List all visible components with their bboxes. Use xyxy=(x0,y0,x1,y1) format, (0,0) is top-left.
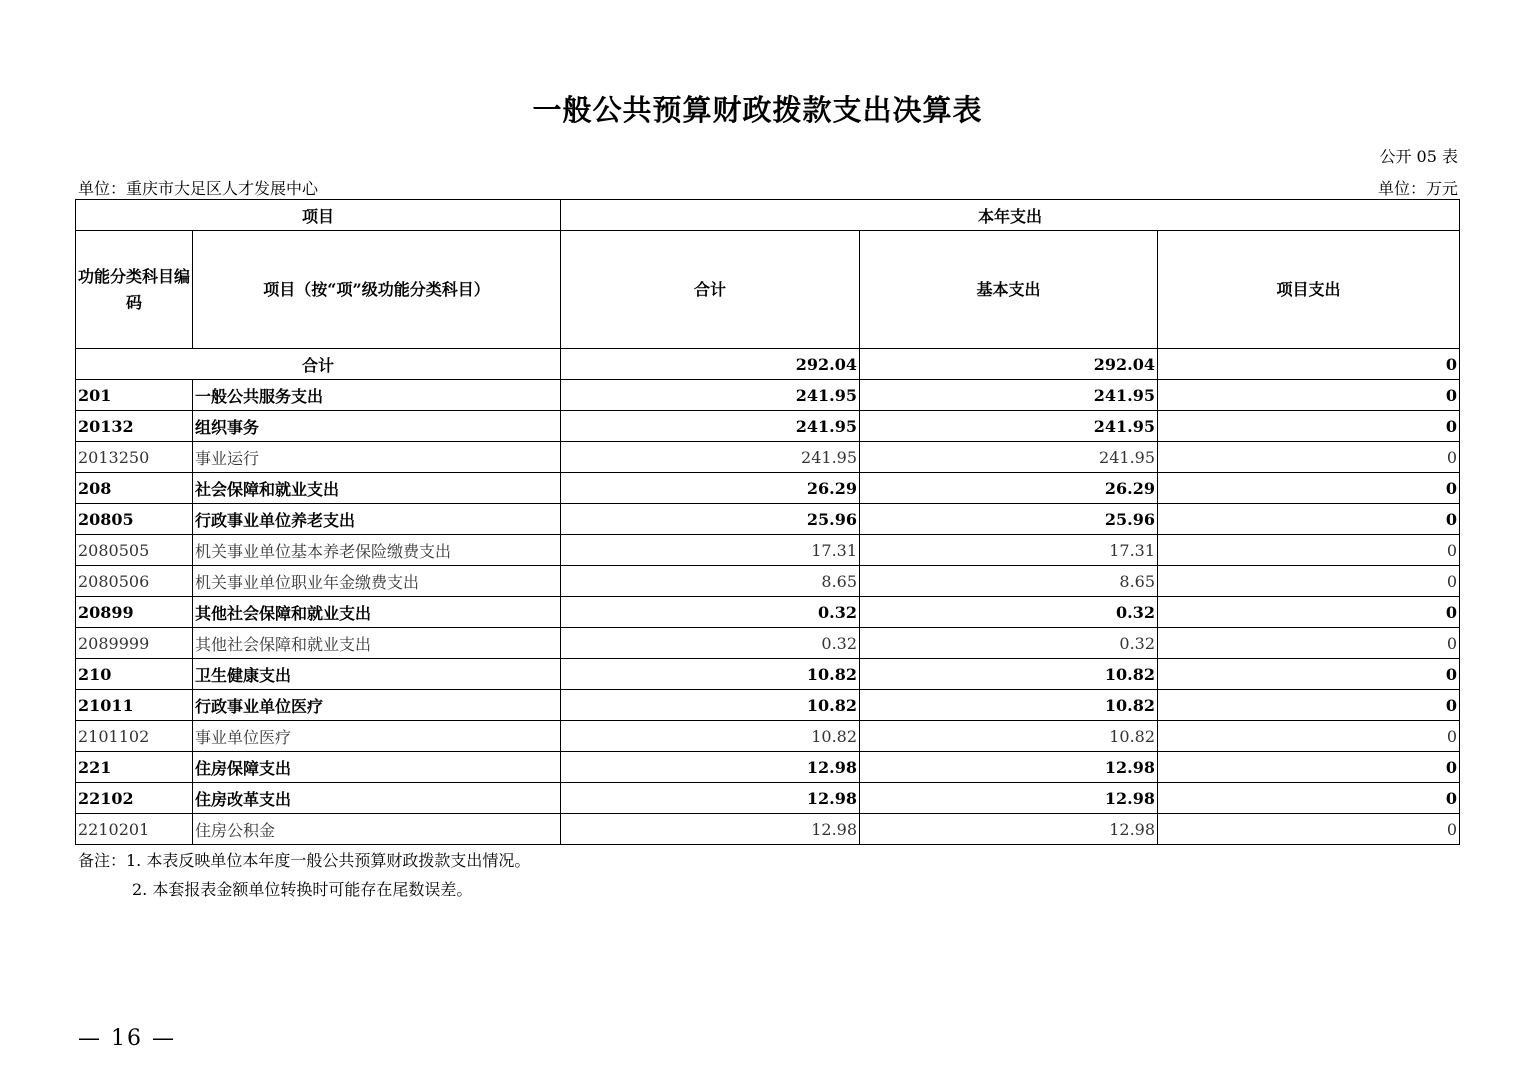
row-project: 0 xyxy=(1158,752,1460,783)
row-basic: 25.96 xyxy=(860,504,1158,535)
row-name: 其他社会保障和就业支出 xyxy=(193,628,561,659)
row-name: 住房公积金 xyxy=(193,814,561,845)
unit-organization: 单位：重庆市大足区人才发展中心 xyxy=(78,179,319,198)
total-project: 0 xyxy=(1158,349,1460,380)
row-total: 25.96 xyxy=(561,504,860,535)
row-basic: 0.32 xyxy=(860,628,1158,659)
page-title: 一般公共预算财政拨款支出决算表 xyxy=(532,93,983,127)
row-name: 事业运行 xyxy=(193,442,561,473)
row-name: 卫生健康支出 xyxy=(193,659,561,690)
row-total: 10.82 xyxy=(561,721,860,752)
row-project: 0 xyxy=(1158,411,1460,442)
total-basic: 292.04 xyxy=(860,349,1158,380)
row-name: 组织事务 xyxy=(193,411,561,442)
total-label: 合计 xyxy=(76,349,561,380)
row-project: 0 xyxy=(1158,814,1460,845)
row-project: 0 xyxy=(1158,783,1460,814)
row-basic: 241.95 xyxy=(860,411,1158,442)
row-basic: 241.95 xyxy=(860,442,1158,473)
row-basic: 17.31 xyxy=(860,535,1158,566)
row-basic: 10.82 xyxy=(860,659,1158,690)
footnote-2: 2. 本套报表金额单位转换时可能存在尾数误差。 xyxy=(132,880,473,899)
row-name: 机关事业单位基本养老保险缴费支出 xyxy=(193,535,561,566)
page-number: — 16 — xyxy=(78,1026,176,1051)
table-row xyxy=(76,814,1460,845)
row-code: 210 xyxy=(76,659,193,690)
row-project: 0 xyxy=(1158,504,1460,535)
row-code: 2080505 xyxy=(76,535,193,566)
row-name: 社会保障和就业支出 xyxy=(193,473,561,504)
row-project: 0 xyxy=(1158,473,1460,504)
table-row xyxy=(76,721,1460,752)
header-basic: 基本支出 xyxy=(860,231,1158,349)
header-item: 项目（按“项”级功能分类科目） xyxy=(193,231,561,349)
row-name: 行政事业单位医疗 xyxy=(193,690,561,721)
row-project: 0 xyxy=(1158,659,1460,690)
row-code: 2089999 xyxy=(76,628,193,659)
row-total: 8.65 xyxy=(561,566,860,597)
row-code: 20132 xyxy=(76,411,193,442)
table-row xyxy=(76,535,1460,566)
row-total: 10.82 xyxy=(561,690,860,721)
row-name: 机关事业单位职业年金缴费支出 xyxy=(193,566,561,597)
row-code: 21011 xyxy=(76,690,193,721)
row-code: 22102 xyxy=(76,783,193,814)
form-number: 公开 05 表 xyxy=(1379,147,1458,166)
row-basic: 10.82 xyxy=(860,721,1158,752)
row-code: 221 xyxy=(76,752,193,783)
row-name: 住房改革支出 xyxy=(193,783,561,814)
row-total: 12.98 xyxy=(561,752,860,783)
unit-currency: 单位：万元 xyxy=(1377,179,1458,198)
table-row xyxy=(76,504,1460,535)
header-project-spending: 项目支出 xyxy=(1158,231,1460,349)
table-row xyxy=(76,380,1460,411)
table-row xyxy=(76,442,1460,473)
row-project: 0 xyxy=(1158,597,1460,628)
row-basic: 12.98 xyxy=(860,814,1158,845)
header-code: 功能分类科目编码 xyxy=(76,231,193,349)
row-total: 12.98 xyxy=(561,814,860,845)
table-row xyxy=(76,473,1460,504)
row-code: 20899 xyxy=(76,597,193,628)
row-project: 0 xyxy=(1158,442,1460,473)
row-name: 其他社会保障和就业支出 xyxy=(193,597,561,628)
table-row xyxy=(76,628,1460,659)
table-row xyxy=(76,411,1460,442)
table-row xyxy=(76,566,1460,597)
footnote-1: 备注：1. 本表反映单位本年度一般公共预算财政拨款支出情况。 xyxy=(78,851,531,870)
row-basic: 10.82 xyxy=(860,690,1158,721)
table-row xyxy=(76,690,1460,721)
row-basic: 12.98 xyxy=(860,752,1158,783)
row-code: 2013250 xyxy=(76,442,193,473)
row-total: 17.31 xyxy=(561,535,860,566)
row-code: 201 xyxy=(76,380,193,411)
row-code: 208 xyxy=(76,473,193,504)
table-row xyxy=(76,659,1460,690)
row-basic: 12.98 xyxy=(860,783,1158,814)
row-project: 0 xyxy=(1158,628,1460,659)
total-row xyxy=(76,349,1460,380)
header-row-1 xyxy=(76,200,1460,231)
row-total: 12.98 xyxy=(561,783,860,814)
row-basic: 8.65 xyxy=(860,566,1158,597)
row-basic: 241.95 xyxy=(860,380,1158,411)
row-total: 0.32 xyxy=(561,628,860,659)
row-basic: 26.29 xyxy=(860,473,1158,504)
header-row-2 xyxy=(76,231,1460,349)
expenditure-table xyxy=(75,199,1460,845)
header-total: 合计 xyxy=(561,231,860,349)
table-row xyxy=(76,597,1460,628)
row-project: 0 xyxy=(1158,690,1460,721)
row-total: 241.95 xyxy=(561,411,860,442)
row-project: 0 xyxy=(1158,380,1460,411)
row-project: 0 xyxy=(1158,721,1460,752)
row-code: 20805 xyxy=(76,504,193,535)
row-project: 0 xyxy=(1158,535,1460,566)
row-project: 0 xyxy=(1158,566,1460,597)
table-row xyxy=(76,752,1460,783)
table-row xyxy=(76,783,1460,814)
row-name: 事业单位医疗 xyxy=(193,721,561,752)
row-total: 241.95 xyxy=(561,380,860,411)
row-code: 2210201 xyxy=(76,814,193,845)
row-name: 一般公共服务支出 xyxy=(193,380,561,411)
header-year-spending: 本年支出 xyxy=(561,200,1460,231)
row-total: 10.82 xyxy=(561,659,860,690)
row-total: 0.32 xyxy=(561,597,860,628)
row-code: 2080506 xyxy=(76,566,193,597)
row-name: 住房保障支出 xyxy=(193,752,561,783)
total-amount: 292.04 xyxy=(561,349,860,380)
row-name: 行政事业单位养老支出 xyxy=(193,504,561,535)
row-basic: 0.32 xyxy=(860,597,1158,628)
row-total: 26.29 xyxy=(561,473,860,504)
row-total: 241.95 xyxy=(561,442,860,473)
header-project: 项目 xyxy=(76,200,561,231)
row-code: 2101102 xyxy=(76,721,193,752)
